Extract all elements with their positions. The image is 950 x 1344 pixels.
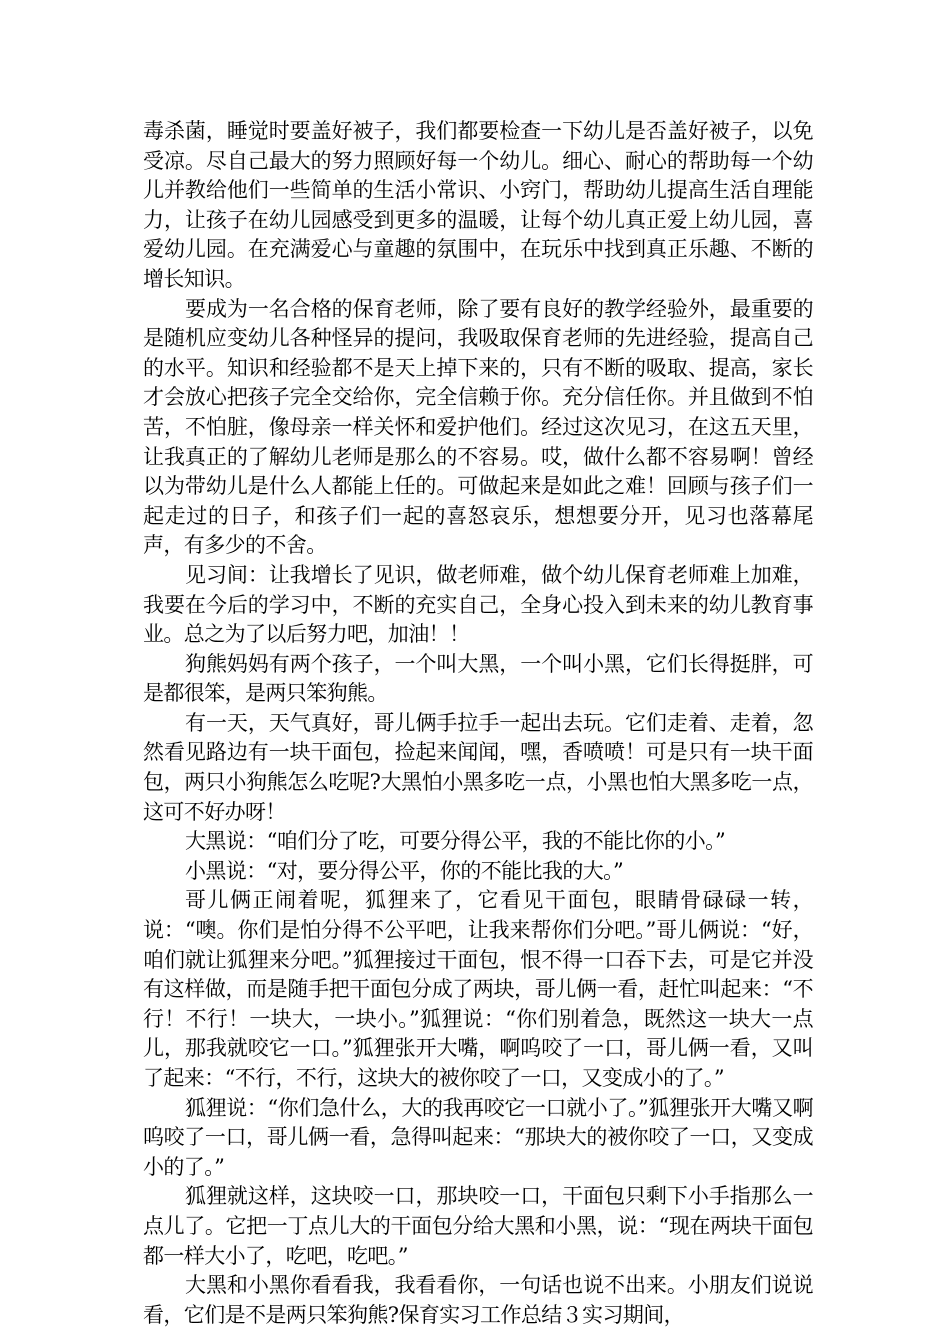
- paragraph: 小黑说：“对，要分得公平，你的不能比我的大。”: [185, 858, 624, 883]
- body-text: [143, 117, 813, 1330]
- paragraph: 狐狸就这样，这块咬一口，那块咬一口，干面包只剩下小手指那么一点儿了。它把一丁点儿大的干面包分给大黑和小黑，说：“现在两块干面包都一样大小了，吃吧，吃吧。”: [143, 1184, 813, 1268]
- paragraph: 大黑说：“咱们分了吃，可要分得公平，我的不能比你的小。”: [185, 829, 726, 854]
- paragraph: 狗熊妈妈有两个孩子，一个叫大黑，一个叫小黑，它们长得挺胖，可是都很笨，是两只笨狗熊。: [143, 651, 813, 706]
- paragraph: 哥儿俩正闹着呢，狐狸来了，它看见干面包，眼睛骨碌碌一转，说：“噢。你们是怕分得不公平吧，让我来帮你们分吧。”哥儿俩说：“好，咱们就让狐狸来分吧。”狐狸接过干面包，恨不得一口吞下去，可是它并没有这样做，而是随手把干面包分成了两块，哥儿俩一看，赶忙叫起来：“不行！不行！一块大，一块小。”狐狸说：“你们别着急，既然这一块大一点儿，那我就咬它一口。”狐狸张开大嘴，啊呜咬了一口，哥儿俩一看，又叫了起来：“不行，不行，这块大的被你咬了一口，又变成小的了。”: [143, 888, 813, 1090]
- paragraph: 大黑和小黑你看看我，我看看你，一句话也说不出来。小朋友们说说看，它们是不是两只笨狗熊?保育实习工作总结３实习期间，: [143, 1273, 813, 1327]
- paragraph: 见习间：让我增长了见识，做老师难，做个幼儿保育老师难上加难，我要在今后的学习中，不断的充实自己，全身心投入到未来的幼儿教育事业。总之为了以后努力吧，加油！！: [143, 562, 813, 647]
- paragraph: 有一天，天气真好，哥儿俩手拉手一起出去玩。它们走着、走着，忽然看见路边有一块干面包，捡起来闻闻，嘿，香喷喷！可是只有一块干面包，两只小狗熊怎么吃呢?大黑怕小黑多吃一点，小黑也怕大黑多吃一点，这可不好办呀！: [143, 710, 813, 824]
- paragraph: 毒杀菌，睡觉时要盖好被子，我们都要检查一下幼儿是否盖好被子，以免受凉。尽自己最大的努力照顾好每一个幼儿。细心、耐心的帮助每一个幼儿并教给他们一些简单的生活小常识、小窍门，帮助幼儿提高生活自理能力，让孩子在幼儿园感受到更多的温暖，让每个幼儿真正爱上幼儿园，喜爱幼儿园。在充满爱心与童趣的氛围中，在玩乐中找到真正乐趣、不断的增长知识。: [143, 119, 813, 291]
- paragraph: 狐狸说：“你们急什么，大的我再咬它一口就小了。”狐狸张开大嘴又啊呜咬了一口，哥儿俩一看，急得叫起来：“那块大的被你咬了一口，又变成小的了。”: [143, 1095, 813, 1179]
- paragraph: 要成为一名合格的保育老师，除了要有良好的教学经验外，最重要的是随机应变幼儿各种怪异的提问，我吸取保育老师的先进经验，提高自己的水平。知识和经验都不是天上掉下来的，只有不断的吸取、提高，家长才会放心把孩子完全交给你，完全信赖于你。充分信任你。并且做到不怕苦，不怕脏，像母亲一样关怀和爱护他们。经过这次见习，在这五天里，让我真正的了解幼儿老师是那么的不容易。哎，做什么都不容易啊！曾经以为带幼儿是什么人都能上任的。可做起来是如此之难！回顾与孩子们一起走过的日子，和孩子们一起的喜怒哀乐，想想要分开，见习也落幕尾声，有多少的不舍。: [143, 296, 813, 558]
